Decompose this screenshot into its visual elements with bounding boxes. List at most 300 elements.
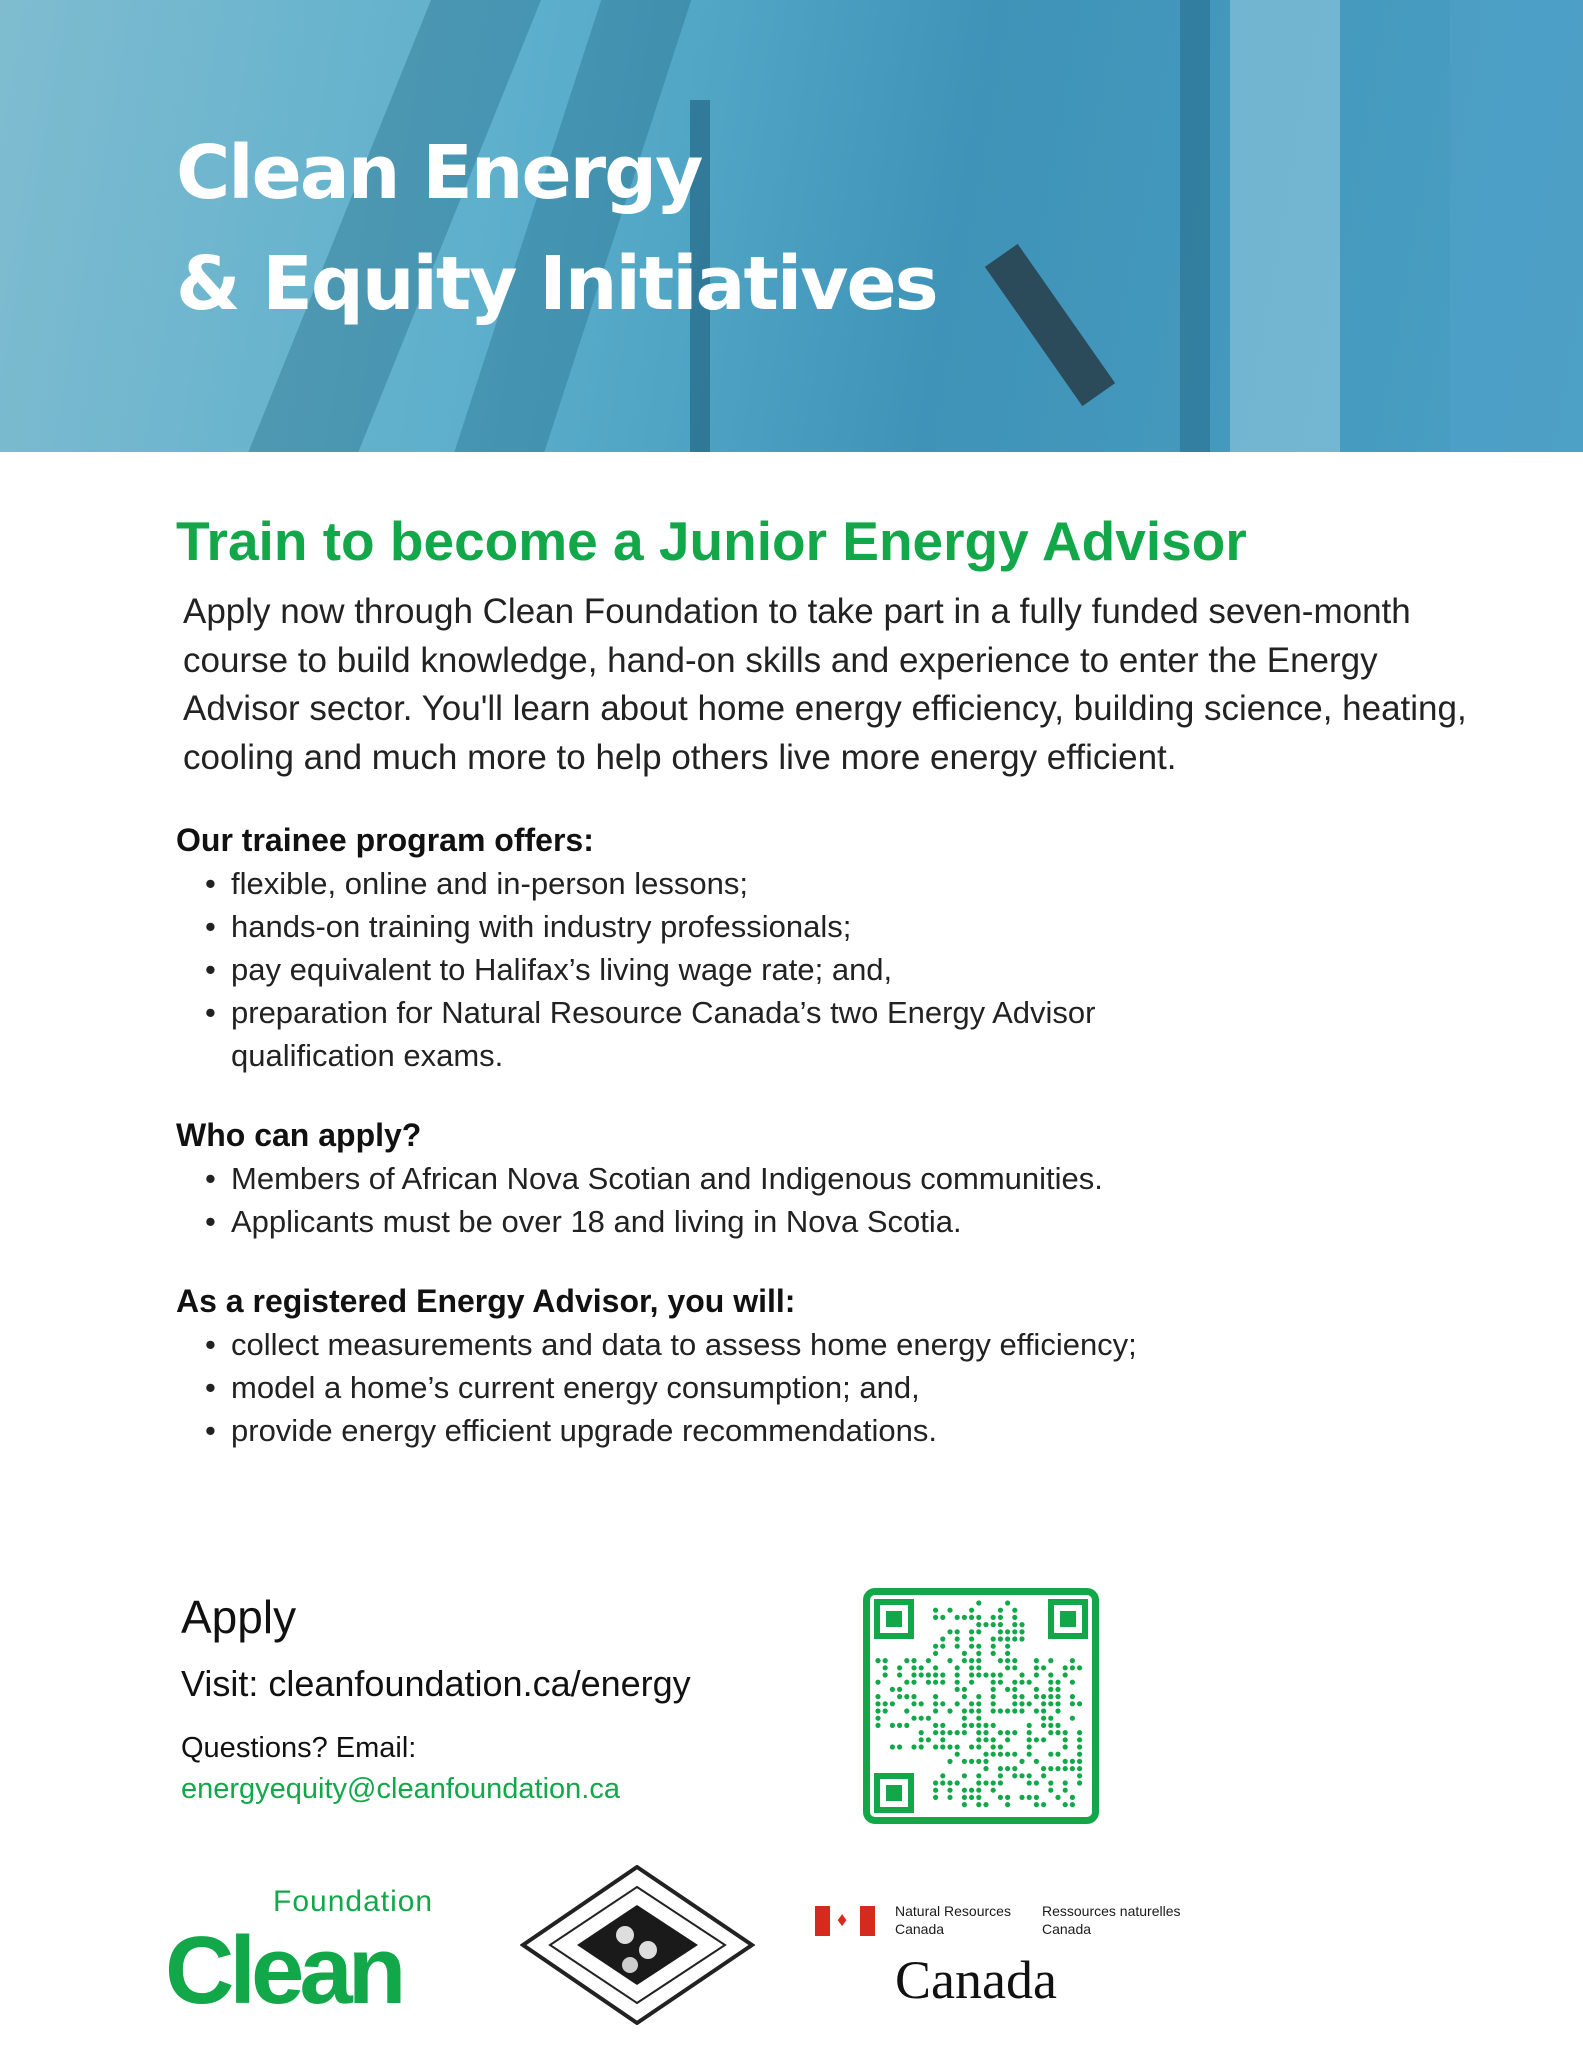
qr-module [976,1658,981,1663]
hero-title: Clean Energy & Equity Initiatives [176,130,937,327]
qr-module [947,1658,952,1663]
qr-module [1005,1636,1010,1641]
qr-module [1012,1629,1017,1634]
qr-module [911,1672,916,1677]
list-item: • preparation for Natural Resource Canada’s two Energy Advisor qualification exams. [205,991,1145,1077]
qr-module [1019,1759,1024,1764]
qr-module [998,1780,1003,1785]
qr-module [1012,1701,1017,1706]
qr-module [955,1730,960,1735]
qr-module [991,1752,996,1757]
qr-module [1019,1629,1024,1634]
qr-module [1077,1752,1082,1757]
qr-module [1034,1802,1039,1807]
qr-module [883,1708,888,1713]
qr-module [940,1737,945,1742]
qr-module [947,1788,952,1793]
qr-module [1005,1802,1010,1807]
qr-module [991,1636,996,1641]
qr-module [1063,1730,1068,1735]
qr-module [969,1701,974,1706]
qr-module [991,1694,996,1699]
qr-module [983,1730,988,1735]
qr-module [897,1672,902,1677]
qr-module [998,1658,1003,1663]
qr-module [1077,1773,1082,1778]
qr-module [991,1644,996,1649]
qr-module [1012,1694,1017,1699]
qr-module [940,1744,945,1749]
qr-module [1077,1759,1082,1764]
qr-module [1019,1636,1024,1641]
qr-module [991,1737,996,1742]
qr-module [1055,1694,1060,1699]
qr-module [962,1694,967,1699]
qr-module [1070,1680,1075,1685]
qr-module [969,1658,974,1663]
qr-module [940,1680,945,1685]
list-item: • provide energy efficient upgrade recommendations. [205,1409,1496,1452]
qr-module [875,1680,880,1685]
qr-module [998,1766,1003,1771]
qr-module [1034,1708,1039,1713]
qr-module [998,1795,1003,1800]
qr-module [1005,1752,1010,1757]
qr-module [1012,1752,1017,1757]
qr-module [1063,1788,1068,1793]
qr-module [1012,1615,1017,1620]
qr-module [875,1701,880,1706]
qr-module [1027,1752,1032,1757]
hero-banner [0,0,1583,452]
qr-module [976,1759,981,1764]
qr-module [998,1672,1003,1677]
qr-module [1019,1701,1024,1706]
qr-module [1048,1730,1053,1735]
qr-module [1005,1737,1010,1742]
qr-module [904,1723,909,1728]
qr-module [875,1716,880,1721]
qr-module [940,1730,945,1735]
qr-module [875,1658,880,1663]
qr-module [991,1701,996,1706]
qr-module [1034,1795,1039,1800]
qr-module [1077,1737,1082,1742]
qr-module [955,1615,960,1620]
qr-module [933,1680,938,1685]
qr-module [1027,1773,1032,1778]
qr-module [991,1622,996,1627]
qr-module [1027,1723,1032,1728]
qr-module [919,1701,924,1706]
qr-module [1005,1795,1010,1800]
qr-module [1034,1694,1039,1699]
qr-module [947,1780,952,1785]
qr-module [983,1737,988,1742]
qr-module [1048,1780,1053,1785]
canada-wordmark: Canada [895,1950,1057,2010]
tablet-image [985,244,1115,406]
qr-module [976,1737,981,1742]
nrcan-fr: Ressources naturelles [1042,1903,1181,1919]
qr-module [933,1672,938,1677]
section-title-duties: As a registered Energy Advisor, you will: [176,1283,796,1319]
qr-module [969,1644,974,1649]
qr-module [1063,1802,1068,1807]
qr-module [919,1744,924,1749]
qr-module [983,1780,988,1785]
qr-code[interactable] [863,1588,1099,1824]
qr-module [955,1687,960,1692]
qr-module [1034,1737,1039,1742]
qr-module [947,1629,952,1634]
qr-module [1019,1680,1024,1685]
qr-module [998,1636,1003,1641]
qr-module [1012,1766,1017,1771]
qr-module [940,1615,945,1620]
qr-module [1041,1723,1046,1728]
qr-module [1012,1622,1017,1627]
qr-module [1019,1622,1024,1627]
qr-module [1005,1730,1010,1735]
qr-module [904,1694,909,1699]
qr-module [911,1658,916,1663]
qr-module [926,1658,931,1663]
qr-module [1048,1701,1053,1706]
qr-module [1005,1644,1010,1649]
qr-module [1077,1701,1082,1706]
qr-module [991,1687,996,1692]
qr-module [875,1723,880,1728]
offers-list [205,862,1496,1077]
qr-module [933,1795,938,1800]
visit-link[interactable]: Visit: cleanfoundation.ca/energy [181,1663,691,1704]
list-item: • model a home’s current energy consumption; and, [205,1366,1496,1409]
qr-module [926,1737,931,1742]
qr-module [1063,1672,1068,1677]
qr-module [890,1701,895,1706]
qr-module [940,1780,945,1785]
qr-module [1055,1795,1060,1800]
qr-module [933,1615,938,1620]
qr-module [976,1600,981,1605]
qr-module [1070,1658,1075,1663]
qr-module [969,1629,974,1634]
qr-module [983,1622,988,1627]
qr-module [883,1672,888,1677]
qr-module [983,1723,988,1728]
qr-module [962,1708,967,1713]
qr-module [1012,1636,1017,1641]
qr-module [976,1723,981,1728]
qr-module [991,1723,996,1728]
qr-module [1048,1766,1053,1771]
qr-module [1019,1708,1024,1713]
qr-module [1077,1766,1082,1771]
qr-module [991,1615,996,1620]
qr-module [976,1716,981,1721]
qr-module [1027,1795,1032,1800]
qr-module [890,1687,895,1692]
qr-module [919,1730,924,1735]
qr-module [1055,1723,1060,1728]
qr-module [969,1795,974,1800]
qr-module [976,1629,981,1634]
qr-module [1019,1672,1024,1677]
qr-module [1041,1708,1046,1713]
qr-module [1055,1708,1060,1713]
qr-module [1005,1766,1010,1771]
qr-module [940,1636,945,1641]
qr-module [933,1694,938,1699]
page-heading: Train to become a Junior Energy Advisor [176,510,1247,572]
duties-list [205,1323,1496,1452]
qr-module [1027,1730,1032,1735]
qr-module [969,1708,974,1713]
qr-module [911,1665,916,1670]
qr-module [976,1644,981,1649]
qr-module [890,1744,895,1749]
qr-module [983,1752,988,1757]
qr-module [1070,1759,1075,1764]
qr-module [955,1752,960,1757]
canada-flag-icon: ♦ [815,1906,875,1936]
qr-module [969,1608,974,1613]
qr-module [1019,1694,1024,1699]
qr-module [940,1672,945,1677]
qr-module [969,1759,974,1764]
qr-module [1070,1694,1075,1699]
qr-module [955,1680,960,1685]
list-item: • flexible, online and in-person lessons; [205,862,1496,905]
qr-module [919,1672,924,1677]
qr-module [998,1730,1003,1735]
qr-module [962,1788,967,1793]
qr-module [962,1716,967,1721]
qr-module [976,1665,981,1670]
qr-module [1048,1687,1053,1692]
qr-module [976,1744,981,1749]
qr-module [933,1665,938,1670]
qr-module [991,1780,996,1785]
qr-module [1005,1629,1010,1634]
qr-module [962,1730,967,1735]
qr-module [1063,1737,1068,1742]
qr-module [1055,1687,1060,1692]
qr-module [1005,1708,1010,1713]
section-title-eligibility: Who can apply? [176,1117,422,1153]
qr-module [897,1687,902,1692]
qr-finder [1060,1611,1076,1627]
qr-module [933,1723,938,1728]
qr-module [976,1730,981,1735]
qr-module [1063,1766,1068,1771]
qr-module [1063,1744,1068,1749]
qr-finder [886,1785,902,1801]
qr-module [1048,1716,1053,1721]
qr-module [991,1680,996,1685]
qr-module [962,1759,967,1764]
qr-module [911,1701,916,1706]
qr-module [883,1701,888,1706]
qr-module [911,1680,916,1685]
qr-module [1034,1665,1039,1670]
qr-module [962,1658,967,1663]
qr-module [976,1651,981,1656]
qr-module [947,1744,952,1749]
qr-module [1027,1744,1032,1749]
qr-module [1005,1600,1010,1605]
qr-module [955,1744,960,1749]
qr-module [1034,1672,1039,1677]
qr-module [1070,1716,1075,1721]
qr-module [1041,1737,1046,1742]
qr-module [883,1658,888,1663]
qr-module [1070,1795,1075,1800]
nrcan-en-canada: Canada [895,1921,945,1937]
qr-module [998,1752,1003,1757]
qr-module [1041,1694,1046,1699]
qr-module [976,1788,981,1793]
qr-module [998,1629,1003,1634]
qr-module [962,1723,967,1728]
qr-module [947,1759,952,1764]
qr-module [1063,1665,1068,1670]
qr-module [1034,1759,1039,1764]
qr-module [897,1694,902,1699]
qr-module [1048,1694,1053,1699]
qr-module [1012,1658,1017,1663]
qr-module [1048,1672,1053,1677]
qr-module [976,1622,981,1627]
qr-module [933,1644,938,1649]
qr-module [933,1708,938,1713]
qr-module [962,1687,967,1692]
qr-module [969,1672,974,1677]
qr-module [1048,1658,1053,1663]
qr-module [983,1759,988,1764]
qr-module [1005,1651,1010,1656]
qr-module [1070,1766,1075,1771]
qr-module [991,1708,996,1713]
section-title-offers: Our trainee program offers: [176,822,594,858]
qr-module [955,1672,960,1677]
qr-module [991,1672,996,1677]
list-item: • Applicants must be over 18 and living in Nova Scotia. [205,1200,1496,1243]
qr-module [1019,1795,1024,1800]
qr-module [1041,1665,1046,1670]
qr-module [1055,1752,1060,1757]
nrcan-logo [815,1900,1215,2020]
qr-module [969,1615,974,1620]
qr-module [1077,1780,1082,1785]
qr-module [955,1665,960,1670]
qr-module [1048,1752,1053,1757]
qr-module [1041,1701,1046,1706]
qr-module [1012,1680,1017,1685]
qr-module [1048,1788,1053,1793]
qr-module [947,1730,952,1735]
qr-module [969,1636,974,1641]
qr-module [947,1608,952,1613]
native-council-logo [520,1865,755,2025]
qr-module [911,1716,916,1721]
qr-module [955,1629,960,1634]
qr-module [998,1608,1003,1613]
qr-module [875,1694,880,1699]
qr-module [962,1773,967,1778]
qr-module [1005,1687,1010,1692]
qr-module [1034,1658,1039,1663]
qr-module [947,1708,952,1713]
logo-clean-text: Clean [165,1917,402,2024]
qr-module [1070,1665,1075,1670]
qr-module [940,1723,945,1728]
qr-module [998,1708,1003,1713]
qr-module [983,1766,988,1771]
qr-module [962,1802,967,1807]
qr-module [933,1651,938,1656]
qr-module [1070,1802,1075,1807]
qr-module [904,1680,909,1685]
qr-module [911,1744,916,1749]
qr-module [911,1694,916,1699]
questions-label: Questions? Email: [181,1732,417,1764]
qr-module [897,1723,902,1728]
clean-foundation-logo [165,1885,445,2024]
qr-module [962,1795,967,1800]
qr-module [919,1737,924,1742]
qr-module [976,1773,981,1778]
qr-module [940,1644,945,1649]
qr-module [983,1802,988,1807]
list-item: • Members of African Nova Scotian and Indigenous communities. [205,1157,1496,1200]
list-item: • pay equivalent to Halifax’s living wage rate; and, [205,948,1496,991]
qr-module [1019,1773,1024,1778]
qr-module [976,1708,981,1713]
qr-module [926,1716,931,1721]
qr-module [955,1780,960,1785]
qr-module [1041,1773,1046,1778]
qr-module [1055,1730,1060,1735]
qr-module [933,1788,938,1793]
qr-module [933,1780,938,1785]
list-item: • hands-on training with industry professionals; [205,905,1496,948]
qr-module [1048,1723,1053,1728]
qr-module [998,1773,1003,1778]
qr-module [998,1622,1003,1627]
qr-finder [886,1611,902,1627]
qr-module [1012,1708,1017,1713]
qr-module [933,1744,938,1749]
qr-module [1041,1716,1046,1721]
list-item: • collect measurements and data to assess home energy efficiency; [205,1323,1496,1366]
email-link[interactable]: energyequity@cleanfoundation.ca [181,1773,620,1805]
qr-module [976,1701,981,1706]
qr-module [1041,1802,1046,1807]
qr-module [940,1701,945,1706]
qr-module [955,1644,960,1649]
qr-module [969,1744,974,1749]
qr-module [1048,1680,1053,1685]
qr-module [933,1701,938,1706]
qr-module [969,1665,974,1670]
qr-module [904,1708,909,1713]
qr-module [1012,1665,1017,1670]
qr-module [1063,1780,1068,1785]
qr-module [1055,1701,1060,1706]
qr-module [897,1665,902,1670]
